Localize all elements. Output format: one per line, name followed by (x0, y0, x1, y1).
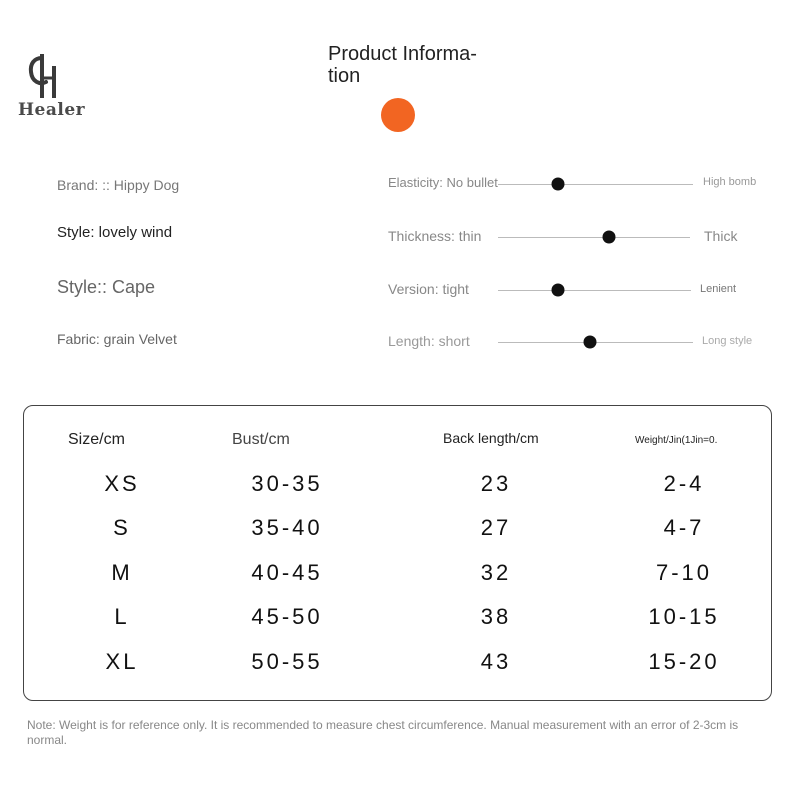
accent-dot (381, 98, 415, 132)
scale-end-label: Thick (704, 228, 738, 244)
table-header-weight: Weight/Jin(1Jin=0. (635, 435, 718, 446)
scale-knob (552, 178, 565, 191)
scale-knob (583, 336, 596, 349)
table-cell: 35-40 (251, 515, 323, 540)
attribute-style-type: Style:: Cape (57, 277, 156, 297)
table-cell: 32 (480, 560, 512, 585)
scale-end-label: Long style (702, 335, 753, 347)
scale-end-label: High bomb (703, 176, 757, 188)
size-table (23, 405, 772, 701)
logo-text: Healer (18, 100, 86, 120)
scale-version (388, 278, 768, 302)
brand-logo (16, 52, 86, 124)
table-cell: 40-45 (251, 560, 323, 585)
scale-length (388, 330, 768, 354)
table-cell: L (114, 604, 130, 629)
scale-label: Version: tight (388, 281, 469, 297)
page-title: Product Informa- tion (328, 43, 477, 87)
attribute-brand: Brand: :: Hippy Dog (57, 177, 180, 193)
scale-knob (603, 231, 616, 244)
footnote: Note: Weight is for reference only. It is recommended to measure chest circumference. Manual measurement with an error of 2-3cm is normal. (27, 718, 739, 747)
table-header-back-length: Back length/cm (443, 430, 539, 446)
table-cell: 38 (480, 604, 512, 629)
healer-logo-mark-icon (24, 52, 70, 102)
table-cell: 45-50 (251, 604, 323, 629)
scale-track (498, 237, 690, 238)
table-cell: 7-10 (655, 560, 713, 585)
scale-end-label: Lenient (700, 283, 737, 295)
table-cell: 4-7 (663, 515, 705, 540)
table-cell: 50-55 (251, 649, 323, 674)
table-cell: S (113, 515, 131, 540)
table-cell: 27 (480, 515, 512, 540)
table-cell: 30-35 (251, 471, 323, 496)
scale-track (498, 290, 691, 291)
scale-elasticity (388, 172, 768, 196)
table-cell: 43 (480, 649, 512, 674)
attribute-fabric: Fabric: grain Velvet (57, 331, 177, 347)
scale-label: Length: short (388, 333, 470, 349)
table-cell: XL (105, 649, 139, 674)
table-header-bust: Bust/cm (232, 431, 290, 448)
table-cell: XS (104, 471, 140, 496)
scale-label: Elasticity: No bullet (388, 175, 498, 190)
table-cell: 23 (480, 471, 512, 496)
scale-track (498, 184, 693, 185)
scale-thickness (388, 225, 768, 249)
table-cell: 2-4 (663, 471, 705, 496)
table-cell: 10-15 (648, 604, 720, 629)
table-cell: M (111, 560, 133, 585)
scale-label: Thickness: thin (388, 228, 482, 244)
table-cell: 15-20 (648, 649, 720, 674)
attribute-style: Style: lovely wind (57, 224, 173, 241)
scale-knob (551, 284, 564, 297)
table-header-size: Size/cm (68, 431, 125, 448)
